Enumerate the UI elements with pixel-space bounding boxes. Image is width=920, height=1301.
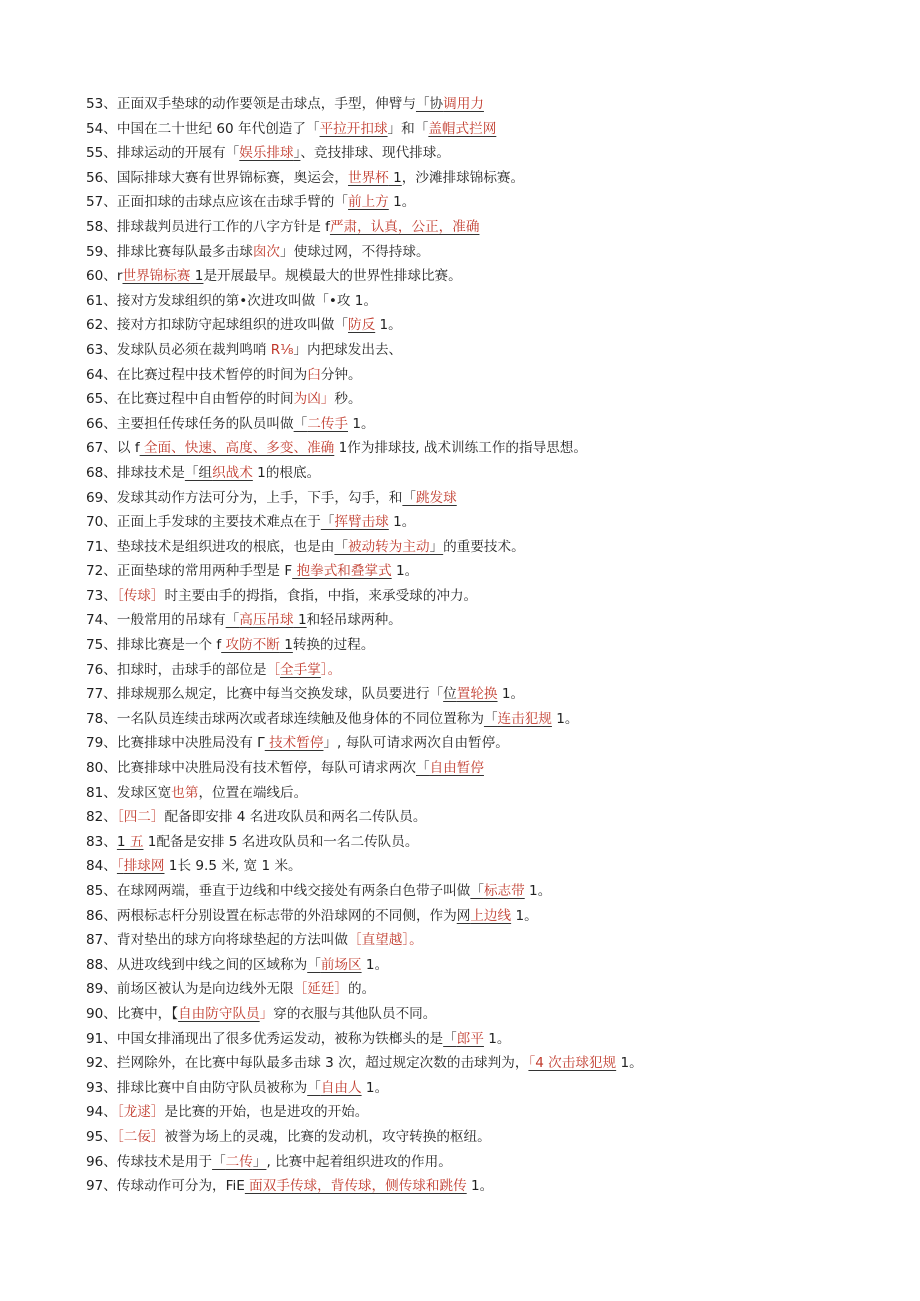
answer-text: ［	[116, 587, 124, 604]
answer-bracket: F	[284, 563, 293, 580]
question-number: 76、	[86, 661, 117, 678]
answer-text: 五	[125, 833, 144, 850]
question-text: 排球比赛中自由防守队员被称为	[116, 1079, 308, 1096]
question-item	[86, 559, 906, 584]
question-text: 配备即安排 4 名进攻队员和两名二传队员。	[164, 809, 427, 826]
question-text: 。	[388, 317, 402, 334]
question-text: 中国女排涌现出了很多优秀运发动，被称为铁榔头的是	[116, 1030, 444, 1047]
answer-bracket: 位	[443, 686, 457, 703]
answer-text: 自由暂停	[429, 760, 484, 777]
question-text: 正面上手发球的主要技术难点在于	[116, 514, 321, 531]
answer-bracket: 1	[116, 833, 126, 850]
answer-bracket: 网	[456, 907, 471, 924]
question-number: 91、	[86, 1030, 117, 1047]
answer-text: 世界锦标赛	[122, 268, 191, 285]
question-item	[86, 264, 906, 289]
question-text: 。	[401, 514, 416, 531]
question-number: 74、	[86, 612, 117, 629]
question-text: 。	[524, 907, 538, 924]
question-item	[86, 854, 906, 879]
question-item	[86, 781, 906, 806]
question-item	[86, 904, 906, 929]
question-text: 。	[401, 194, 416, 211]
answer-text: 」	[259, 1005, 274, 1022]
answer-bracket: 」	[323, 735, 338, 752]
question-item	[86, 707, 906, 732]
question-text: 前场区被认为是向边线外无限	[116, 981, 294, 998]
question-text: 国际排球大赛有世界锦标赛，奥运会，	[116, 169, 348, 186]
question-item	[86, 1150, 906, 1175]
question-number: 59、	[86, 243, 117, 260]
answer-text: 娱乐排球	[239, 145, 294, 162]
answer-bracket: 「	[225, 612, 240, 629]
question-number: 87、	[86, 932, 117, 949]
question-text: 背对垫出的球方向将球垫起的方法叫做	[116, 932, 348, 949]
answer-text: ［	[266, 661, 281, 678]
answer-bracket: 「	[307, 956, 321, 973]
question-item	[86, 117, 906, 142]
question-number: 70、	[86, 514, 117, 531]
answer-bracket: 1	[511, 907, 525, 924]
question-item	[86, 608, 906, 633]
question-text: 、竞技排球、现代排球。	[300, 145, 450, 162]
answer-bracket: 「	[212, 1153, 226, 1170]
answer-bracket: 「	[402, 489, 416, 506]
answer-bracket: 「	[443, 1030, 457, 1047]
question-text: 的根底。	[265, 464, 321, 481]
answer-text: 攻防不断	[221, 637, 280, 654]
question-text: 以	[116, 440, 135, 457]
question-item	[86, 92, 906, 117]
question-number: 96、	[86, 1153, 117, 1170]
question-item	[86, 1027, 906, 1052]
question-item	[86, 928, 906, 953]
question-item	[86, 1100, 906, 1125]
question-text: 。	[629, 1055, 643, 1072]
answer-text: 连击犯规	[497, 710, 552, 727]
question-number: 54、	[86, 120, 117, 137]
question-text: 从进攻线到中线之间的区域称为	[116, 956, 308, 973]
answer-text: ［二佞］	[116, 1128, 165, 1145]
answer-text: 前场区	[320, 956, 362, 973]
answer-bracket: 「	[470, 883, 484, 899]
question-text: 一般常用的吊球有	[116, 612, 226, 629]
answer-bracket: 」	[252, 1153, 267, 1170]
question-number: 67、	[86, 440, 117, 457]
answer-text: 技术暂停	[264, 735, 324, 752]
answer-bracket: 」	[293, 145, 301, 162]
question-number: 90、	[86, 1005, 117, 1022]
answer-text: 「	[116, 858, 124, 875]
answer-text: 平拉开扣球	[319, 120, 388, 137]
answer-bracket: 「组	[184, 464, 213, 481]
question-number: 81、	[86, 784, 117, 801]
answer-bracket: 「	[225, 145, 240, 162]
answer-text: 自由人	[320, 1079, 362, 1096]
question-text: 。	[374, 956, 389, 973]
answer-text: 挥臂击球	[334, 514, 389, 531]
answer-text: 二传	[225, 1153, 253, 1170]
question-text: 接对方发球组织的第•次进攻叫做	[116, 292, 316, 309]
question-text: 正面垫球的常用两种手型是	[116, 563, 285, 580]
question-text: 排球比赛每队最多击球	[116, 243, 253, 260]
question-text: 发球队员必须在裁判鸣哨	[116, 341, 271, 358]
question-text: 长 9.5 米, 宽 1 米。	[177, 858, 302, 875]
answer-text: 囱次	[252, 243, 281, 260]
question-number: 79、	[86, 735, 117, 752]
answer-text: 世界杯	[348, 169, 389, 186]
answer-text: 织战术	[212, 464, 253, 481]
question-text: 比赛排球中决胜局没有技术暂停，每队可请求两次	[116, 760, 416, 777]
question-item	[86, 633, 906, 658]
answer-text: ［延廷］	[293, 981, 348, 998]
answer-text: 自由防守队员	[178, 1005, 260, 1022]
answer-bracket: 1	[388, 514, 402, 531]
answer-bracket: 「协	[415, 96, 444, 112]
answer-text: 为凶」	[293, 391, 335, 408]
question-number: 80、	[86, 760, 117, 777]
question-item	[86, 584, 906, 609]
question-list	[86, 92, 906, 1199]
question-text: 拦网除外，在比赛中每队最多击球 3 次，超过规定次数的击球判为，	[116, 1055, 529, 1072]
question-text: 两根标志杆分别设置在标志带的外沿球网的不同侧，作为	[116, 907, 457, 924]
answer-bracket: 「	[293, 415, 308, 432]
question-text: 在球网两端，垂直于边线和中线交接处有两条白色带子叫做	[116, 883, 471, 899]
answer-bracket: 「	[415, 760, 430, 777]
question-text: 垫球技术是组织进攻的根底，也是由	[116, 538, 335, 555]
answer-bracket: 1	[466, 1178, 480, 1195]
question-number: 86、	[86, 907, 117, 924]
question-text: 。	[404, 563, 419, 580]
answer-bracket: 1	[551, 710, 565, 727]
question-item	[86, 190, 906, 215]
question-text: 传球动作可分为，	[116, 1178, 226, 1195]
answer-text: 调用力	[443, 96, 484, 112]
question-item	[86, 977, 906, 1002]
question-number: 83、	[86, 833, 117, 850]
question-item	[86, 1174, 906, 1199]
question-number: 63、	[86, 341, 117, 358]
answer-bracket: 1	[375, 317, 389, 334]
answer-text: 面双手传球，背传球，侧传球和跳传	[244, 1178, 467, 1195]
question-number: 82、	[86, 809, 117, 826]
answer-text: 严肃，认真，公正，准确	[329, 218, 480, 235]
question-text: 是开展最早。规模最大的世界性排球比赛。	[203, 268, 462, 285]
answer-text: 防反	[348, 317, 376, 334]
question-text: 转换的过程。	[292, 637, 375, 654]
question-number: 61、	[86, 292, 117, 309]
question-item	[86, 1002, 906, 1027]
question-number: 66、	[86, 415, 117, 432]
question-number: 53、	[86, 96, 117, 112]
answer-text: 高压吊球	[239, 612, 294, 629]
question-text: 时主要由手的拇指，食指，中指，来承受球的冲力。	[164, 587, 478, 604]
question-number: 58、	[86, 218, 117, 235]
answer-text: 标志带	[483, 883, 525, 899]
question-text: 排球规那么规定，比赛中每当交换发球，队员要进行「	[116, 686, 444, 703]
question-item	[86, 510, 906, 535]
question-number: 94、	[86, 1104, 117, 1121]
question-text: 比赛中，	[116, 1005, 172, 1022]
question-item	[86, 486, 906, 511]
question-number: 85、	[86, 883, 117, 899]
question-text: 发球区宽	[116, 784, 172, 801]
question-item	[86, 682, 906, 707]
answer-text: R⅛	[270, 341, 294, 358]
answer-bracket: 「	[307, 1079, 321, 1096]
question-item	[86, 338, 906, 363]
question-item	[86, 240, 906, 265]
answer-text: 被动转为主动	[348, 538, 430, 555]
question-text: 分钟。	[320, 366, 362, 383]
answer-text: 传球	[123, 587, 151, 604]
question-item	[86, 412, 906, 437]
answer-bracket: 」	[429, 538, 444, 555]
question-text: 在比赛过程中自由暂停的时间	[116, 391, 294, 408]
question-item	[86, 461, 906, 486]
answer-text: 二传手	[307, 415, 348, 432]
answer-text: ［	[348, 932, 362, 949]
question-item	[86, 313, 906, 338]
answer-bracket: 1	[190, 268, 204, 285]
question-text: 比赛排球中决胜局没有	[116, 735, 258, 752]
question-number: 55、	[86, 145, 117, 162]
question-text: 接对方扣球防守起球组织的进攻叫做	[116, 317, 335, 334]
answer-bracket: 「	[334, 194, 348, 211]
question-number: 75、	[86, 637, 117, 654]
answer-text: 跳发球	[415, 489, 457, 506]
question-text: 中国在二十世纪 60 年代创造了	[116, 120, 306, 137]
answer-bracket: 「•攻 1	[315, 292, 364, 309]
answer-text: 抱拳式和叠掌式	[292, 563, 392, 580]
answer-text: 全手掌	[280, 661, 321, 678]
answer-text: ］	[150, 587, 165, 604]
question-text: 的。	[348, 981, 376, 998]
answer-text: ］。	[402, 932, 423, 949]
answer-bracket: 」	[387, 120, 402, 137]
answer-text: ［四二］	[116, 809, 165, 826]
question-text: 。	[360, 415, 375, 432]
question-text: 穿的衣服与其他队员不同。	[273, 1005, 437, 1022]
answer-bracket: FiE	[225, 1178, 245, 1195]
answer-bracket: 1	[279, 637, 293, 654]
answer-bracket: Γ	[257, 735, 265, 752]
answer-text: 全面、快速、高度、多变、准确	[139, 440, 335, 457]
question-item	[86, 1051, 906, 1076]
question-text: 。	[537, 883, 552, 899]
question-text: 。	[510, 686, 525, 703]
question-item	[86, 363, 906, 388]
question-number: 92、	[86, 1055, 117, 1072]
answer-text: 也第	[171, 784, 199, 801]
question-text: 扣球时，击球手的部位是	[116, 661, 267, 678]
question-text: 被誉为场上的灵魂，比赛的发动机，攻守转换的枢纽。	[164, 1128, 491, 1145]
answer-text: 臼	[307, 366, 321, 383]
answer-text: 置轮换	[456, 686, 498, 703]
question-number: 95、	[86, 1128, 117, 1145]
question-text: 一名队员连续击球两次或者球连续触及他身体的不同位置称为	[116, 710, 484, 727]
question-number: 93、	[86, 1079, 117, 1096]
answer-bracket: 1	[497, 686, 511, 703]
question-number: 68、	[86, 464, 117, 481]
question-text: 发球其动作方法可分为，上手，下手，勾手，和	[116, 489, 403, 506]
answer-bracket: 「	[414, 120, 429, 137]
answer-bracket: 「	[320, 514, 335, 531]
question-text: 」使球过网，不得持球。	[280, 243, 430, 260]
question-number: 56、	[86, 169, 117, 186]
answer-text: 「4 次击球犯规	[528, 1055, 617, 1072]
question-number: 57、	[86, 194, 117, 211]
answer-text: 盖帽式拦网	[428, 120, 497, 137]
question-item	[86, 756, 906, 781]
question-number: 78、	[86, 710, 117, 727]
answer-bracket: 1	[361, 956, 375, 973]
question-item	[86, 215, 906, 240]
answer-bracket: 「	[483, 710, 498, 727]
question-text: 排球裁判员进行工作的八字方针是	[116, 218, 326, 235]
question-item	[86, 289, 906, 314]
answer-bracket: 1	[361, 1079, 375, 1096]
answer-text: ［龙逑］	[116, 1104, 165, 1121]
question-item	[86, 166, 906, 191]
question-text: 。	[564, 710, 579, 727]
question-text: ，沙滩排球锦标赛。	[401, 169, 525, 186]
answer-bracket: 1	[348, 415, 361, 432]
answer-bracket: 1	[164, 858, 178, 875]
question-text: , 每队可请求两次自由暂停。	[337, 735, 509, 752]
question-number: 65、	[86, 391, 117, 408]
answer-bracket: 「	[334, 538, 348, 555]
question-text: 。	[479, 1178, 494, 1195]
question-text: 配备是安排 5 名进攻队员和一名二传队员。	[156, 833, 419, 850]
answer-bracket: 「	[305, 120, 320, 137]
question-number: 64、	[86, 366, 117, 383]
question-text: 是比赛的开始，也是进攻的开始。	[164, 1104, 369, 1121]
answer-bracket: 1	[334, 440, 348, 457]
question-text: 在比赛过程中技术暂停的时间为	[116, 366, 308, 383]
question-text: 和轻吊球两种。	[306, 612, 402, 629]
question-item	[86, 436, 906, 461]
question-text: , 比赛中起着组织进攻的作用。	[266, 1153, 452, 1170]
answer-bracket: f	[216, 637, 222, 654]
question-number: 97、	[86, 1178, 117, 1195]
question-item	[86, 805, 906, 830]
question-number: 62、	[86, 317, 117, 334]
question-item	[86, 1125, 906, 1150]
question-item	[86, 387, 906, 412]
answer-bracket: 1	[524, 883, 538, 899]
question-text: 正面双手垫球的动作要领是击球点，手型，伸臂与	[116, 96, 416, 112]
question-item	[86, 535, 906, 560]
question-text: 和	[401, 120, 415, 137]
answer-bracket: 【	[171, 1005, 179, 1022]
question-number: 69、	[86, 489, 117, 506]
answer-bracket: 1	[252, 464, 266, 481]
question-item	[86, 1076, 906, 1101]
question-number: 89、	[86, 981, 117, 998]
question-text: 排球技术是	[116, 464, 185, 481]
question-text: 排球运动的开展有	[116, 145, 226, 162]
answer-bracket: 1	[293, 612, 307, 629]
question-text: 作为排球技, 战术训练工作的指导思想。	[347, 440, 587, 457]
answer-text: 直望越	[361, 932, 403, 949]
question-item	[86, 731, 906, 756]
question-number: 84、	[86, 858, 117, 875]
question-number: 72、	[86, 563, 117, 580]
question-text: 。	[496, 1030, 511, 1047]
answer-bracket: 1	[483, 1030, 497, 1047]
question-item	[86, 830, 906, 855]
question-text: 的重要技术。	[443, 538, 525, 555]
question-item	[86, 879, 906, 904]
answer-bracket: 1	[388, 169, 402, 186]
question-text: 。	[374, 1079, 389, 1096]
answer-text: 排球网	[123, 858, 165, 875]
question-number: 71、	[86, 538, 117, 555]
question-number: 60、	[86, 268, 117, 285]
question-text: 。	[363, 292, 378, 309]
answer-bracket: 1	[388, 194, 402, 211]
answer-text: 前上方	[348, 194, 389, 211]
question-text: 正面扣球的击球点应该在击球手臂的	[116, 194, 335, 211]
question-text: ，位置在端线后。	[198, 784, 308, 801]
answer-text: 上边线	[470, 907, 512, 924]
answer-bracket: f	[325, 218, 330, 235]
answer-bracket: f	[134, 440, 140, 457]
question-item	[86, 658, 906, 683]
question-number: 73、	[86, 587, 117, 604]
question-text: 传球技术是用于	[116, 1153, 213, 1170]
answer-text: 郎平	[456, 1030, 484, 1047]
answer-bracket: 「	[334, 317, 348, 334]
answer-bracket: 1	[616, 1055, 630, 1072]
question-text: 主要担任传球任务的队员叫做	[116, 415, 294, 432]
answer-text: ］。	[320, 661, 342, 678]
answer-bracket: 1	[391, 563, 405, 580]
answer-bracket: r	[116, 268, 123, 285]
question-text: 」内把球发出去、	[293, 341, 403, 358]
question-item	[86, 953, 906, 978]
question-text: 排球比赛是一个	[116, 637, 217, 654]
question-item	[86, 141, 906, 166]
question-text: 秒。	[334, 391, 362, 408]
question-number: 77、	[86, 686, 117, 703]
question-number: 88、	[86, 956, 117, 973]
answer-bracket: 1	[143, 833, 157, 850]
